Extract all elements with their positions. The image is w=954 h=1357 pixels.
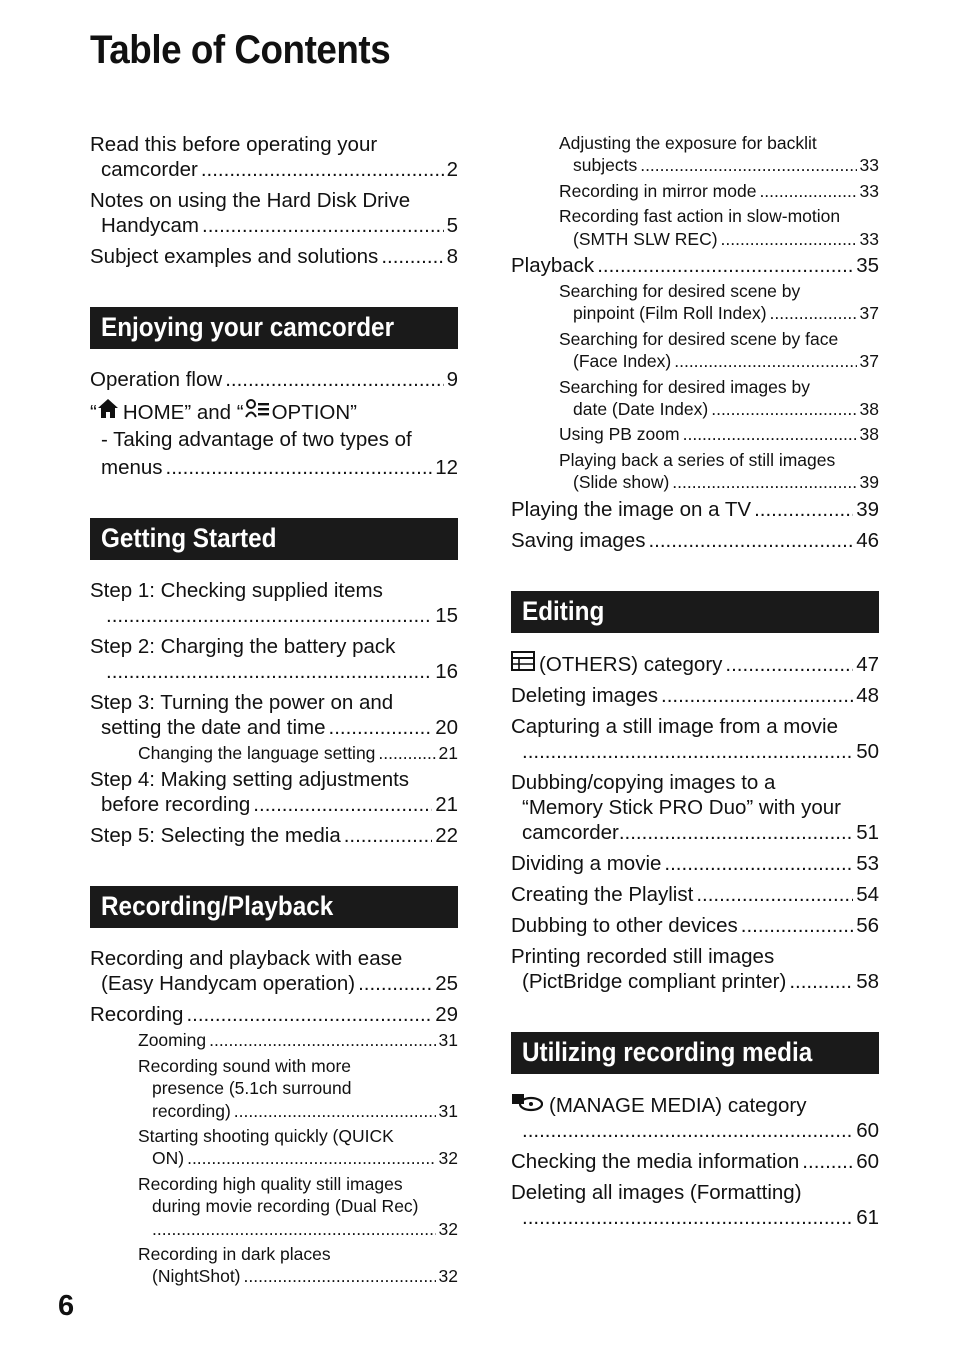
toc-entry-text: Recording [90,1003,184,1027]
toc-entry-dividing[interactable] [511,851,879,876]
leader-dots [381,244,443,269]
page-ref: 32 [438,1148,458,1169]
toc-entry-text: Changing the language setting [138,743,376,763]
toc-subentry-slow-motion[interactable] [559,205,879,250]
leader-dots [106,603,432,628]
page-ref: 54 [856,882,879,906]
toc-entry-tv[interactable] [511,497,879,522]
page-ref: 39 [856,497,879,521]
toc-entry-text: Dubbing/copying images to a [511,770,776,794]
section-heading-getting-started: Getting Started [90,518,458,560]
toc-entry-home-option[interactable]: “ HOME” and “ OPTION” - Taking advantage of two types of menus ..... 12 [90,398,458,480]
page-ref: 32 [438,1218,458,1239]
toc-subentry-language[interactable] [138,742,458,764]
toc-entry-text: Step 3: Turning the power on and [90,691,394,714]
leader-dots [683,423,857,445]
page-ref: 22 [435,824,458,848]
toc-entry-text: Step 5: Selecting the media [90,824,341,848]
leader-dots [674,350,856,372]
page-ref: 31 [438,1030,458,1051]
toc-subentry-nightshot[interactable] [138,1243,458,1288]
toc-entry-playback[interactable] [511,253,879,278]
toc-subentry-mirror[interactable] [559,180,879,202]
page-ref: 51 [856,820,879,844]
toc-entry-text: - Taking advantage of two types of [101,428,412,451]
toc-subentry-dual-rec[interactable] [138,1173,458,1240]
toc-entry-step2[interactable] [90,634,458,684]
page-ref: 48 [856,683,879,707]
toc-entry-text: Notes on using the Hard Disk Drive [90,189,411,212]
page-ref: 60 [856,1118,879,1142]
toc-entry-text: Recording in dark places [138,1244,331,1265]
section-heading-recording-media: Utilizing recording media [511,1032,879,1074]
leader-dots [378,742,435,764]
toc-entry-operation-flow[interactable] [90,367,458,392]
toc-entry-text: Printing recorded still images [511,944,775,968]
leader-dots [597,253,853,278]
page-ref: 20 [435,716,458,739]
page-ref: 46 [856,528,879,552]
page-ref: 25 [435,972,458,996]
toc-subentry-backlit[interactable] [559,132,879,177]
page-ref: 29 [435,1003,458,1027]
leader-dots [661,683,853,708]
toc-entry-step4[interactable] [90,767,458,817]
leader-dots [358,971,432,996]
page-ref: 38 [859,424,879,445]
page-ref: 16 [435,660,458,683]
toc-entry-text: Checking the media information [511,1149,800,1173]
leader-dots [696,882,853,907]
leader-dots [725,652,853,677]
toc-entry-step1[interactable] [90,578,458,628]
page-number: 6 [58,1290,75,1322]
toc-entry-text: Playing back a series of still images [559,449,836,470]
toc-entry-text: before recording [101,793,251,817]
leader-dots [201,157,444,182]
page-ref: 47 [856,652,879,676]
toc-entry-manage-media[interactable] [511,1092,879,1143]
page-title: Table of Contents [90,28,391,72]
section-heading-enjoying: Enjoying your camcorder [90,307,458,349]
toc-entry-text: Handycam [101,214,199,237]
page-ref: 21 [438,743,458,763]
page-ref: 21 [435,793,458,817]
toc-entry-capturing[interactable] [511,714,879,764]
leader-dots [522,1118,853,1143]
leader-dots [522,739,853,764]
toc-entry-saving[interactable] [511,528,879,553]
toc-subentry-surround[interactable] [138,1055,458,1122]
leader-dots [225,367,443,392]
toc-entry-text: Searching for desired scene by face [559,328,839,349]
toc-entry-text: Deleting images [511,683,658,707]
toc-subentry-face-index[interactable] [559,328,879,373]
toc-entry-text: “Memory Stick PRO Duo” with your [522,795,841,819]
leader-dots [152,1218,436,1240]
toc-entry-dubbing-other[interactable] [511,913,879,938]
toc-entry-printing[interactable] [511,944,879,994]
toc-entry-text: Dubbing to other devices [511,913,738,937]
leader-dots [166,455,433,480]
toc-entry-text: Capturing a still image from a movie [511,714,838,738]
toc-entry-text: Searching for desired scene by [559,281,801,302]
leader-dots [802,1149,853,1174]
others-category-icon [511,651,535,671]
toc-entry-text: Saving images [511,528,646,552]
toc-entry-step3[interactable] [90,690,458,740]
toc-entry-text: Step 1: Checking supplied items [90,579,383,602]
page-ref: 39 [859,472,879,493]
toc-entry-recording[interactable] [90,1002,458,1027]
leader-dots [187,1147,435,1169]
page-ref: 9 [446,368,458,391]
leader-dots [244,1265,436,1287]
toc-entry-text: (MANAGE MEDIA) category [549,1093,807,1117]
home-icon [97,398,119,419]
leader-dots [106,659,432,684]
section-heading-editing: Editing [511,591,879,633]
page-ref: 35 [856,254,879,278]
toc-entry-text: (Slide show) [573,472,670,493]
toc-subentry-zooming[interactable] [138,1029,458,1051]
toc-entry-text: Creating the Playlist [511,882,694,906]
leader-dots [640,154,856,176]
leader-dots [770,302,857,324]
toc-entry-text: Step 4: Making setting adjustments [90,768,410,792]
page-ref: 8 [446,245,458,268]
toc-entry-text: Recording in mirror mode [559,180,757,201]
toc-entry-text: pinpoint (Film Roll Index) [573,303,767,324]
leader-dots [202,213,444,238]
section-heading-recording-playback: Recording/Playback [90,886,458,928]
toc-entry-text: Recording sound with more [138,1055,352,1076]
leader-dots [209,1029,435,1051]
toc-entry-text: recording) [152,1100,231,1121]
toc-entry-notes-hdd[interactable] [90,188,458,238]
option-icon [244,399,270,419]
page-ref: 33 [859,180,879,201]
leader-dots [759,180,856,202]
toc-entry-dubbing-ms[interactable] [511,770,879,845]
leader-dots [329,715,433,740]
toc-subentry-date-index[interactable] [559,376,879,421]
toc-entry-text: (NightShot) [152,1266,241,1287]
toc-entry-read-before[interactable] [90,132,458,182]
page-ref: 60 [856,1149,879,1173]
page-ref: 50 [856,739,879,763]
toc-right-column [511,132,879,1236]
manage-media-icon [511,1092,543,1112]
toc-subentry-slide-show[interactable] [559,449,879,494]
leader-dots [186,1002,432,1027]
page-ref: 15 [435,604,458,627]
toc-entry-text: Operation flow [90,368,223,391]
leader-dots [234,1100,436,1122]
toc-entry-text: Recording high quality still images [138,1173,403,1194]
page-ref: 58 [856,969,879,993]
toc-entry-text: camcorder [101,158,198,181]
toc-entry-text: (OTHERS) category [539,652,723,676]
toc-entry-text: Dividing a movie [511,851,662,875]
toc-entry-text: Playback [511,254,595,278]
toc-entry-text: (PictBridge compliant printer) [522,969,787,993]
toc-entry-text: Starting shooting quickly (QUICK [138,1126,394,1147]
leader-dots [711,398,856,420]
leader-dots [664,851,853,876]
toc-entry-text: Subject examples and solutions [90,245,379,268]
page-ref: 53 [856,851,879,875]
page-ref: 37 [859,303,879,324]
page-ref: 33 [859,155,879,176]
toc-entry-text: presence (5.1ch surround [152,1078,352,1099]
toc-entry-text: Searching for desired images by [559,376,810,397]
page-ref: 32 [438,1266,458,1287]
page-ref: 33 [859,228,879,249]
toc-subentry-quick-on[interactable] [138,1125,458,1170]
leader-dots [522,1205,853,1230]
toc-entry-step5[interactable] [90,823,458,848]
toc-entry-text: during movie recording (Dual Rec) [152,1196,419,1217]
leader-dots [754,497,853,522]
toc-entry-text: setting the date and time [101,716,326,739]
toc-entry-text: ON) [152,1148,185,1169]
page-ref: 38 [859,399,879,420]
toc-entry-formatting[interactable] [511,1180,879,1230]
leader-dots [789,969,853,994]
page-ref: 37 [859,351,879,372]
leader-dots [672,471,856,493]
toc-entry-text: (SMTH SLW REC) [573,228,718,249]
toc-entry-text: Recording and playback with ease [90,947,403,971]
toc-subentry-film-roll[interactable] [559,280,879,325]
page-ref: 5 [446,214,458,237]
toc-entry-text: camcorder [522,820,619,844]
toc-entry-others-category[interactable] [511,651,879,677]
toc-entry-text: (Face Index) [573,351,672,372]
leader-dots [344,823,432,848]
leader-dots [648,528,853,553]
toc-entry-easy-handycam[interactable] [90,946,458,996]
toc-entry-deleting[interactable] [511,683,879,708]
page-ref: 56 [856,913,879,937]
toc-entry-text: Playing the image on a TV [511,497,752,521]
leader-dots [741,913,853,938]
toc-entry-text: Using PB zoom [559,424,680,445]
leader-dots [253,792,432,817]
leader-dots [721,228,857,250]
toc-subentry-pb-zoom[interactable] [559,423,879,445]
toc-entry-subject-examples[interactable] [90,244,458,269]
toc-entry-checking-media[interactable] [511,1149,879,1174]
toc-entry-text: subjects [573,155,638,176]
page-ref: 61 [856,1205,879,1229]
toc-entry-text: Deleting all images (Formatting) [511,1180,802,1204]
toc-entry-text: (Easy Handycam operation) [101,972,356,996]
page-ref: 2 [446,158,458,181]
toc-entry-text: Step 2: Charging the battery pack [90,635,396,658]
leader-dots [619,820,853,845]
toc-entry-text: Read this before operating your [90,133,378,156]
toc-entry-text: menus [101,456,163,479]
toc-left-column [90,132,458,1290]
toc-entry-text: Adjusting the exposure for backlit [559,133,817,153]
toc-entry-text: Recording fast action in slow-motion [559,206,841,227]
toc-entry-text: date (Date Index) [573,399,709,420]
toc-entry-playlist[interactable] [511,882,879,907]
toc-entry-text: Zooming [138,1030,207,1051]
page-ref: 31 [438,1100,458,1121]
page-ref: 12 [435,456,458,479]
